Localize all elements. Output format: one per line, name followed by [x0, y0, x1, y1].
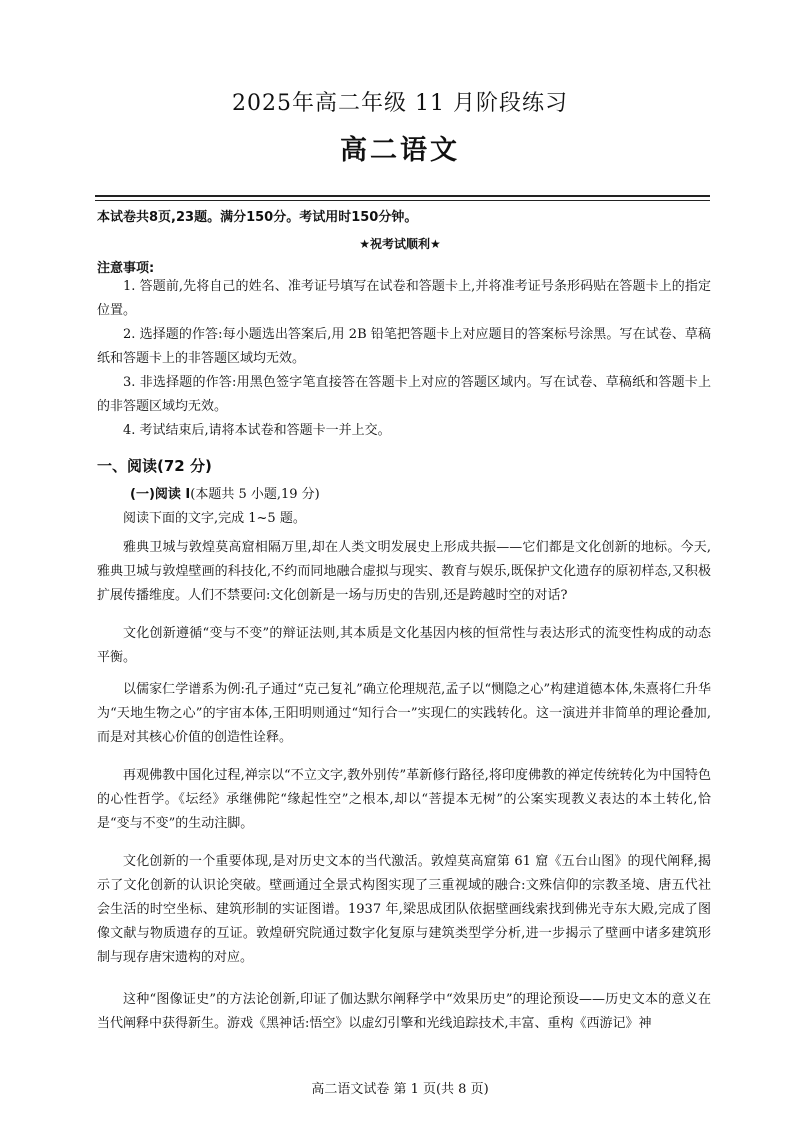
sub-section-note: (本题共 5 小题,19 分) [190, 487, 320, 502]
sub-section-label: (一)阅读 I [130, 487, 191, 502]
passage-paragraph: 文化创新的一个重要体现,是对历史文本的当代激活。敦煌莫高窟第 61 窟《五台山图》的现代阐释,揭示了文化创新的认识论突破。壁画通过全景式构图实现了三重视域的融合:文殊信仰的宗教圣境、唐五代社会生活的时空坐标、建筑形制的实证图谱。1937 年,梁思成团队依据壁画线索找到佛光寺东大殿,完成了图像文献与物质遗存的互证。敦煌研究院通过数字化复原与建筑类型学分析,进一步揭示了壁画中诸多建筑形制与现存唐宋遗构的对应。 [97, 854, 711, 965]
reading-instruction: 阅读下面的文字,完成 1~5 题。 [123, 511, 306, 526]
passage-paragraph: 再观佛教中国化过程,禅宗以“不立文字,教外别传”革新修行路径,将印度佛教的禅定传统转化为中国特色的心性哲学。《坛经》承继佛陀“缘起性空”之根本,却以“菩提本无树”的公案实现教义表达的本土转化,恰是“变与不变”的生动注脚。 [97, 768, 711, 831]
page-footer: 高二语文试卷 第 1 页(共 8 页) [311, 1082, 489, 1097]
notice-item: 2. 选择题的作答:每小题选出答案后,用 2B 铅笔把答题卡上对应题目的答案标号涂黑。写在试卷、草稿纸和答题卡上的非答题区域均无效。 [97, 327, 711, 366]
subject-title: 高二语文 [340, 135, 460, 166]
notice-item: 4. 考试结束后,请将本试卷和答题卡一并上交。 [123, 423, 391, 438]
notice-heading: 注意事项: [97, 261, 155, 276]
passage-paragraph: 这种“图像证史”的方法论创新,印证了伽达默尔阐释学中“效果历史”的理论预设——历史文本的意义在当代阐释中获得新生。游戏《黑神话:悟空》以虚幻引擎和光线追踪技术,丰富、重构《西游记》神 [97, 992, 711, 1031]
good-luck-wish: ★祝考试顺利★ [359, 237, 441, 251]
passage-paragraph: 文化创新遵循“变与不变”的辩证法则,其本质是文化基因内核的恒常性与表达形式的流变性构成的动态平衡。 [97, 626, 711, 665]
passage-paragraph: 雅典卫城与敦煌莫高窟相隔万里,却在人类文明发展史上形成共振——它们都是文化创新的地标。今天,雅典卫城与敦煌壁画的科技化,不约而同地融合虚拟与现实、教育与娱乐,既保护文化遗存的原初样态,又积极扩展传播维度。人们不禁要问:文化创新是一场与历史的告别,还是跨越时空的对话? [97, 540, 711, 603]
sub-section-heading [130, 483, 320, 502]
header-divider-thin [95, 200, 710, 201]
exam-info: 本试卷共8页,23题。满分150分。考试用时150分钟。 [97, 210, 418, 225]
exam-title: 2025年高二年级 11 月阶段练习 [232, 91, 568, 116]
passage-paragraph: 以儒家仁学谱系为例:孔子通过“克己复礼”确立伦理规范,孟子以“恻隐之心”构建道德本体,朱熹将仁升华为“天地生物之心”的宇宙本体,王阳明则通过“知行合一”实现仁的实践转化。这一演进并非简单的理论叠加,而是对其核心价值的创造性诠释。 [97, 682, 711, 745]
notice-item: 3. 非选择题的作答:用黑色签字笔直接答在答题卡上对应的答题区域内。写在试卷、草稿纸和答题卡上的非答题区域均无效。 [97, 375, 711, 414]
notice-item: 1. 答题前,先将自己的姓名、准考证号填写在试卷和答题卡上,并将准考证号条形码贴在答题卡上的指定位置。 [97, 279, 711, 318]
header-divider-thick [95, 195, 710, 197]
section-heading: 一、阅读(72 分) [97, 457, 212, 475]
